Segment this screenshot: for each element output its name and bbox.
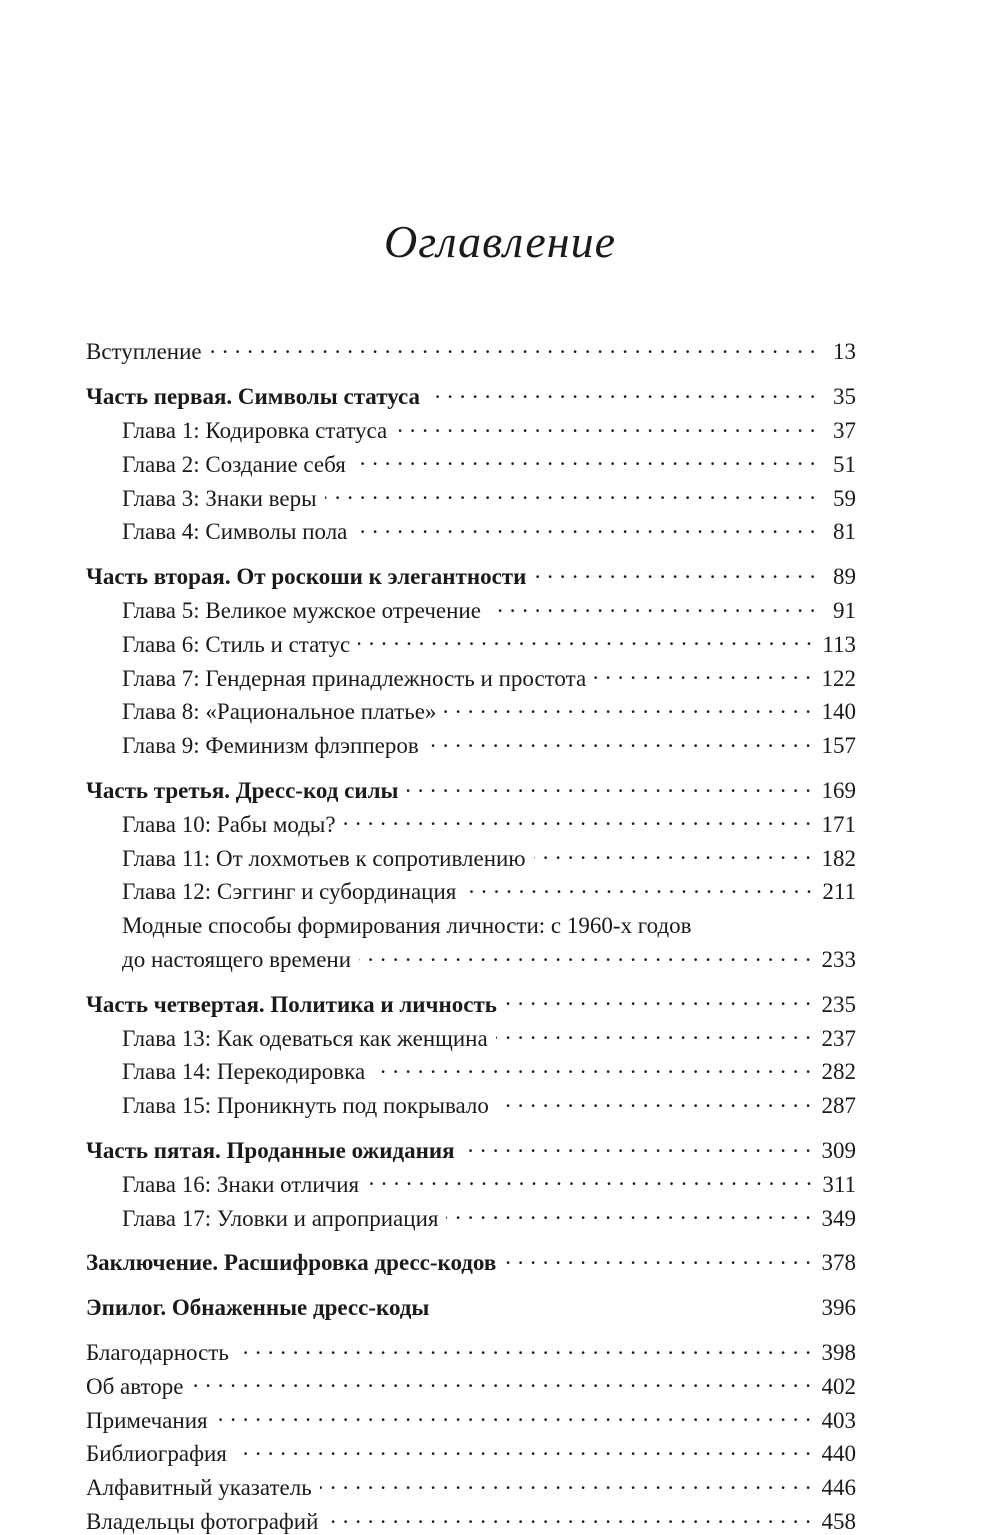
dot-leader [428,377,816,404]
toc-entry [86,1052,856,1086]
page-title: Оглавление [0,212,1000,272]
dot-leader [504,1243,811,1270]
toc-page-number: 35 [826,383,856,410]
dot-leader [463,1131,812,1158]
dot-leader [192,1366,812,1393]
toc-entry-label: Глава 11: От лохмотьев к сопротивлению [122,845,526,872]
toc-entry [86,1198,856,1232]
toc-page-number: 349 [822,1205,857,1232]
toc-entry [86,1366,856,1400]
dot-leader [359,940,811,967]
toc-entry [86,906,856,940]
toc-entry [86,1502,856,1535]
toc-entry [86,1434,856,1468]
dot-leader [594,658,811,685]
toc-entry-label: Глава 2: Создание себя [122,451,346,478]
toc-entry [86,1164,856,1198]
toc-page-number: 440 [822,1440,857,1467]
toc-entry [86,591,856,625]
dot-leader [367,1164,812,1191]
toc-page-number: 398 [822,1339,857,1366]
toc-page-number: 37 [826,417,856,444]
toc-entry-label: до настоящего времени [122,946,351,973]
toc-page-number: 311 [822,1171,856,1198]
toc-entry [86,1086,856,1120]
toc-page-number: 233 [822,946,857,973]
toc-entry [86,1243,856,1277]
toc-entry-label: Глава 7: Гендерная принадлежность и простота [122,665,586,692]
dot-leader [344,804,812,831]
toc-entry-label: Глава 15: Проникнуть под покрывало [122,1092,489,1119]
toc-entry [86,1468,856,1502]
toc-page-number: 458 [822,1508,857,1535]
toc-page-number: 91 [826,597,856,624]
toc-entry-label: Часть вторая. От роскоши к элегантности [86,563,526,590]
dot-leader [489,591,816,618]
toc-page-number: 309 [822,1137,857,1164]
toc-entry [86,771,856,805]
dot-leader [326,1502,811,1529]
dot-leader [237,1333,812,1360]
toc-entry-label: Часть третья. Дресс-код силы [86,777,398,804]
toc-entry [86,332,856,366]
toc-page-number: 182 [822,845,857,872]
dot-leader [534,838,812,865]
toc-entry-label: Примечания [86,1407,208,1434]
dot-leader [235,1434,812,1461]
toc-entry [86,692,856,726]
toc-entry-label: Глава 10: Рабы моды? [122,811,336,838]
toc-page-number: 140 [822,698,857,725]
toc-page-number: 287 [822,1092,857,1119]
dot-leader [216,1400,812,1427]
toc-entry [86,1018,856,1052]
toc-page-number: 211 [822,878,856,905]
toc-page-number: 446 [822,1474,857,1501]
toc-entry-label: Алфавитный указатель [86,1474,312,1501]
toc-page-number: 237 [822,1025,857,1052]
toc-entry-label: Глава 17: Уловки и апроприация [122,1205,438,1232]
dot-leader [444,692,811,719]
dot-leader [427,726,812,753]
toc-entry [86,377,856,411]
toc-entry [86,1131,856,1165]
toc-page-number: 235 [822,991,857,1018]
toc-page-number: 402 [822,1373,857,1400]
dot-leader [373,1052,811,1079]
toc-entry-label: Часть пятая. Проданные ожидания [86,1137,455,1164]
dot-leader [505,984,812,1011]
toc-entry-label: Глава 9: Феминизм флэпперов [122,732,419,759]
toc-entry-label: Благодарность [86,1339,229,1366]
toc-entry-label: Глава 5: Великое мужское отречение [122,597,481,624]
toc-entry-label: Глава 13: Как одеваться как женщина [122,1025,488,1052]
dot-leader [395,411,816,438]
toc-entry-label: Владельцы фотографий [86,1508,318,1535]
toc-entry-label: Глава 8: «Рациональное платье» [122,698,436,725]
toc-page-number: 81 [826,518,856,545]
toc-page-number: 13 [826,338,856,365]
toc-entry [86,984,856,1018]
dot-leader [464,872,812,899]
dot-leader [354,444,816,471]
dot-leader [358,624,812,651]
toc-entry [86,1400,856,1434]
toc-entry [86,624,856,658]
toc-entry-label: Глава 12: Сэггинг и субординация [122,878,456,905]
dot-leader [210,332,816,359]
table-of-contents [86,332,856,1535]
toc-entry-label: Глава 1: Кодировка статуса [122,417,387,444]
toc-entry-label: Часть первая. Символы статуса [86,383,420,410]
toc-entry [86,512,856,546]
toc-entry-label: Об авторе [86,1373,184,1400]
toc-entry [86,804,856,838]
toc-page-number: 282 [822,1058,857,1085]
toc-entry [86,838,856,872]
toc-entry-label: Глава 4: Символы пола [122,518,347,545]
toc-entry [86,557,856,591]
dot-leader [325,478,816,505]
toc-entry-label: Модные способы формирования личности: с 1960-х годов [122,912,692,939]
toc-entry-label: Глава 3: Знаки веры [122,485,317,512]
toc-entry-label: Глава 14: Перекодировка [122,1058,365,1085]
dot-leader [497,1086,812,1113]
toc-entry [86,1333,856,1367]
toc-page-number: 169 [822,777,857,804]
toc-page-number: 122 [822,665,857,692]
dot-leader [406,771,811,798]
dot-leader [700,906,816,933]
dot-leader [320,1468,812,1495]
toc-entry-label: Библиография [86,1440,227,1467]
toc-entry-label: Часть четвертая. Политика и личность [86,991,497,1018]
toc-page-number: 396 [822,1294,857,1321]
toc-page-number: 403 [822,1407,857,1434]
toc-entry [86,411,856,445]
toc-entry [86,940,856,974]
toc-page-number: 378 [822,1249,857,1276]
toc-page-number: 113 [822,631,856,658]
toc-entry [86,726,856,760]
toc-entry-label: Глава 6: Стиль и статус [122,631,350,658]
toc-entry-label: Вступление [86,338,202,365]
toc-entry [86,1288,856,1322]
toc-page-number: 51 [826,451,856,478]
toc-entry-label: Глава 16: Знаки отличия [122,1171,359,1198]
toc-entry [86,478,856,512]
dot-leader [496,1018,812,1045]
dot-leader [355,512,816,539]
dot-leader [534,557,816,584]
toc-entry-label: Эпилог. Обнаженные дресс-коды [86,1294,429,1321]
dot-leader [446,1198,811,1225]
toc-entry [86,872,856,906]
toc-page-number: 59 [826,485,856,512]
toc-entry [86,444,856,478]
toc-page-number: 157 [822,732,857,759]
toc-entry-label: Заключение. Расшифровка дресс-кодов [86,1249,496,1276]
toc-page-number: 89 [826,563,856,590]
dot-leader [437,1288,811,1315]
toc-entry [86,658,856,692]
toc-page-number: 171 [822,811,857,838]
